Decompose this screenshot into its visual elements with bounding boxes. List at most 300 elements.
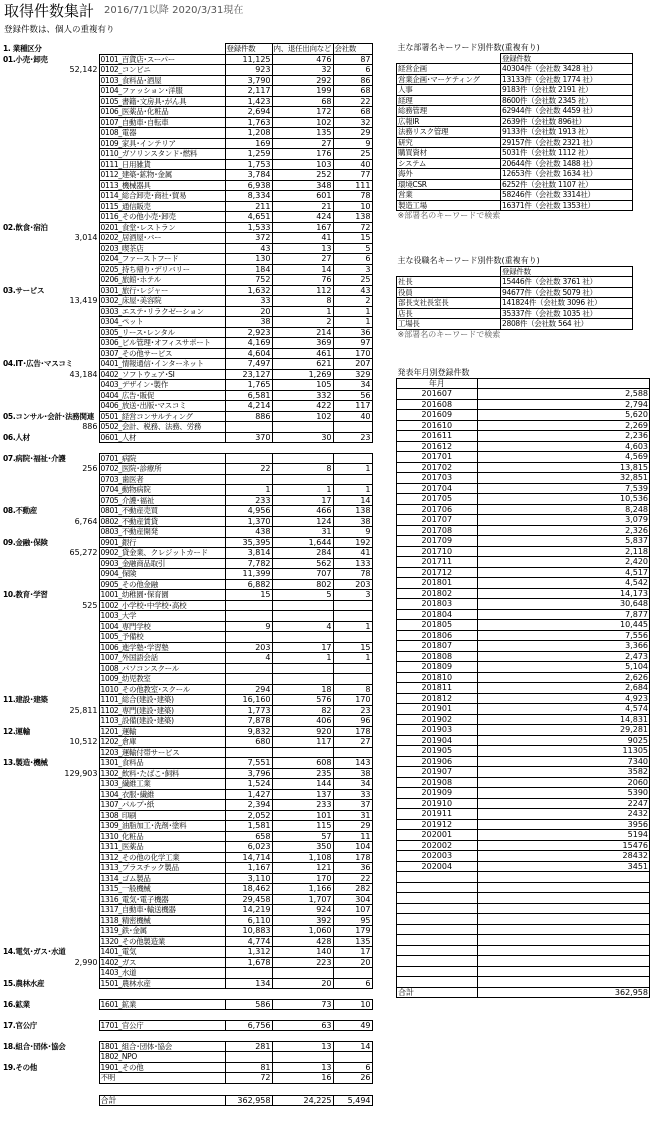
table-row (2, 737, 372, 748)
month-count: 5,620 (477, 410, 649, 421)
count-cell: 438 (225, 527, 272, 538)
company-cell: 22 (333, 96, 372, 107)
retired-cell: 576 (272, 695, 333, 706)
table-row (2, 527, 372, 538)
subcategory-name: 0905_その他金融 (99, 579, 225, 590)
table-row (2, 968, 372, 979)
category-name (2, 789, 99, 800)
table-row (397, 452, 650, 463)
company-cell: 117 (333, 401, 372, 412)
count-cell (225, 632, 272, 643)
month-cell: 201709 (397, 536, 478, 547)
table-row (2, 422, 372, 433)
subcategory-name: 1317_自動車･輸送機器 (99, 905, 225, 916)
company-cell: 9 (333, 527, 372, 538)
table-row (397, 169, 633, 180)
dept-header: 登録件数 (501, 53, 633, 64)
subcategory-name: 0301_旅行･レジャー (99, 285, 225, 296)
table-row (397, 756, 650, 767)
count-cell: 1,167 (225, 863, 272, 874)
subcategory-name: 1316_電気･電子機器 (99, 894, 225, 905)
table-row (2, 1052, 372, 1063)
month-cell: 201904 (397, 735, 478, 746)
industry-table (2, 43, 373, 1106)
category-name (2, 621, 99, 632)
blank-row (397, 935, 650, 946)
table-row (2, 768, 372, 779)
retired-cell: 476 (272, 54, 333, 65)
category-name (2, 128, 99, 139)
retired-cell: 392 (272, 915, 333, 926)
table-row (397, 95, 633, 106)
table-row (2, 159, 372, 170)
company-cell: 1 (333, 464, 372, 475)
retired-cell: 73 (272, 999, 333, 1010)
retired-cell: 21 (272, 201, 333, 212)
keyword-cell: 海外 (397, 169, 501, 180)
category-name: 13.製造･機械 (3, 758, 48, 768)
table-row (2, 884, 372, 895)
table-row (2, 254, 372, 265)
table-row (2, 663, 372, 674)
company-cell: 6 (333, 1062, 372, 1073)
company-cell: 29 (333, 821, 372, 832)
subcategory-name: 0203_喫茶店 (99, 243, 225, 254)
category-name (2, 558, 99, 569)
company-cell: 40 (333, 411, 372, 422)
retired-cell: 17 (272, 495, 333, 506)
spacer-row (2, 1083, 372, 1095)
keyword-cell: 経営企画 (397, 64, 501, 75)
month-cell: 201805 (397, 620, 478, 631)
keyword-count: 29157件（会社数 2321 社） (501, 137, 633, 148)
month-count: 2,420 (477, 557, 649, 568)
month-cell: 201912 (397, 819, 478, 830)
company-cell: 282 (333, 884, 372, 895)
month-cell: 201701 (397, 452, 478, 463)
retired-cell: 57 (272, 831, 333, 842)
empty-cell (225, 1031, 272, 1042)
retired-cell: 1 (272, 306, 333, 317)
period-label: 2016/7/1以降 2020/3/31現在 (104, 5, 244, 16)
empty-cell (2, 1083, 99, 1095)
table-row (397, 525, 650, 536)
category-name (2, 96, 99, 107)
retired-cell: 124 (272, 516, 333, 527)
month-count: 9025 (477, 735, 649, 746)
company-cell: 14 (333, 495, 372, 506)
company-cell: 1 (333, 306, 372, 317)
empty-cell (225, 1010, 272, 1021)
count-cell: 10,883 (225, 926, 272, 937)
table-row (397, 809, 650, 820)
category-name (2, 254, 99, 265)
category-name: 07.病院･福祉･介護 (3, 453, 66, 463)
category-name (2, 317, 99, 328)
category-name: 08.不動産 (3, 506, 37, 516)
retired-cell: 235 (272, 768, 333, 779)
month-count: 2,794 (477, 399, 649, 410)
table-row (2, 327, 372, 338)
month-cell: 201704 (397, 483, 478, 494)
count-cell: 1,312 (225, 947, 272, 958)
company-cell: 72 (333, 222, 372, 233)
monthly-header: 年月 (397, 378, 478, 389)
retired-cell: 621 (272, 359, 333, 370)
count-cell: 4 (225, 653, 272, 664)
subcategory-name: 1008_パソコンスクール (99, 663, 225, 674)
table-row (397, 127, 633, 138)
category-name (2, 264, 99, 275)
retired-cell: 102 (272, 411, 333, 422)
subcategory-name: 1320_その他製造業 (99, 936, 225, 947)
subcategory-name: 不明 (99, 1073, 225, 1084)
category-name (2, 348, 99, 359)
category-name: 04.IT･広告･マスコミ (3, 359, 73, 369)
count-cell: 1,524 (225, 779, 272, 790)
category-total: 43,184 (69, 369, 98, 379)
subcategory-name: 1201_運輸 (99, 726, 225, 737)
blank-row (397, 882, 650, 893)
month-count: 5,837 (477, 536, 649, 547)
retired-cell: 41 (272, 233, 333, 244)
retired-cell: 214 (272, 327, 333, 338)
company-cell: 6 (333, 254, 372, 265)
count-cell: 1,208 (225, 128, 272, 139)
empty-cell (99, 1010, 225, 1021)
count-cell: 7,497 (225, 359, 272, 370)
count-cell: 372 (225, 233, 272, 244)
footnote-text: ※部署名のキーワードで検索 (397, 211, 501, 221)
category-name (2, 495, 99, 506)
table-row (2, 905, 372, 916)
table-row (2, 338, 372, 349)
table-row (2, 831, 372, 842)
retired-cell: 167 (272, 222, 333, 233)
category-name (2, 380, 99, 391)
category-name: 05.コンサル･会計･法務関連 (3, 411, 94, 421)
count-cell: 1,423 (225, 96, 272, 107)
retired-cell: 140 (272, 947, 333, 958)
subcategory-name: 0206_旅館･ホテル (99, 275, 225, 286)
month-cell: 201901 (397, 704, 478, 715)
retired-cell: 144 (272, 779, 333, 790)
category-name (2, 390, 99, 401)
table-row (397, 651, 650, 662)
count-cell: 20 (225, 306, 272, 317)
subcategory-name: 0903_金融商品取引 (99, 558, 225, 569)
empty-cell (333, 1031, 372, 1042)
count-cell (225, 968, 272, 979)
retired-cell (272, 611, 333, 622)
table-row (397, 851, 650, 862)
count-cell: 1,370 (225, 516, 272, 527)
retired-cell: 422 (272, 401, 333, 412)
table-row (2, 999, 372, 1010)
category-total: 10,512 (69, 737, 98, 747)
table-row (2, 117, 372, 128)
count-cell: 203 (225, 642, 272, 653)
table-row (2, 1041, 372, 1052)
header-retired: 内、退任出向など (273, 44, 332, 54)
subcategory-name: 0105_書籍･文房具･がん具 (99, 96, 225, 107)
monthly-total-value: 362,958 (477, 987, 649, 998)
category-total (2, 989, 99, 1000)
table-row (397, 158, 633, 169)
category-name (2, 170, 99, 181)
keyword-count: 2639件（会社数 896社） (501, 116, 633, 127)
subcategory-name: 0404_広告･販促 (99, 390, 225, 401)
company-cell (333, 453, 372, 464)
company-cell: 43 (333, 285, 372, 296)
table-row (2, 800, 372, 811)
subcategory-name: 1501_農林水産 (99, 978, 225, 989)
subcategory-name: 0307_その他サービス (99, 348, 225, 359)
keyword-count: 40304件（会社数 3428 社） (501, 64, 633, 75)
month-count: 4,923 (477, 693, 649, 704)
subcategory-name: 1009_幼児教室 (99, 674, 225, 685)
category-name (2, 107, 99, 118)
table-row (2, 285, 372, 296)
blank-row (397, 956, 650, 967)
company-cell: 1 (333, 317, 372, 328)
table-row (2, 443, 372, 454)
retired-cell: 284 (272, 548, 333, 559)
table-row (2, 894, 372, 905)
subcategory-name: 1006_進学塾･学習塾 (99, 642, 225, 653)
table-row (2, 317, 372, 328)
month-count: 14,173 (477, 588, 649, 599)
empty-cell (477, 966, 649, 977)
month-count: 5,104 (477, 662, 649, 673)
subcategory-name: 0110_ガソリンスタンド･燃料 (99, 149, 225, 160)
month-cell: 201803 (397, 599, 478, 610)
table-row (397, 683, 650, 694)
month-cell: 201610 (397, 420, 478, 431)
company-cell: 40 (333, 159, 372, 170)
count-cell: 1,533 (225, 222, 272, 233)
subcategory-name: 0302_床屋･美容院 (99, 296, 225, 307)
retired-cell (272, 453, 333, 464)
empty-cell (397, 935, 478, 946)
month-count: 2,473 (477, 651, 649, 662)
table-row (2, 558, 372, 569)
category-name: 02.飲食･宿泊 (3, 222, 48, 232)
category-name (2, 306, 99, 317)
month-cell: 201705 (397, 494, 478, 505)
table-row (397, 798, 650, 809)
count-cell: 2,052 (225, 810, 272, 821)
table-row (2, 86, 372, 97)
month-cell: 202002 (397, 840, 478, 851)
category-total: 129,903 (64, 768, 98, 778)
category-name (2, 842, 99, 853)
category-name (2, 338, 99, 349)
subcategory-name: 0304_ペット (99, 317, 225, 328)
empty-cell (397, 893, 478, 904)
month-cell: 201902 (397, 714, 478, 725)
count-cell: 658 (225, 831, 272, 842)
category-name (2, 275, 99, 286)
category-name (2, 968, 99, 979)
table-row (2, 810, 372, 821)
company-cell: 96 (333, 716, 372, 727)
subcategory-name: 0115_通信販売 (99, 201, 225, 212)
retired-cell: 20 (272, 978, 333, 989)
retired-cell: 102 (272, 117, 333, 128)
company-cell: 1 (333, 485, 372, 496)
company-cell: 78 (333, 191, 372, 202)
month-count: 7,877 (477, 609, 649, 620)
dept-caption: 主な部署名キーワード別件数(重複有り) (397, 43, 540, 53)
company-cell: 86 (333, 75, 372, 86)
table-row (2, 401, 372, 412)
month-cell: 201807 (397, 641, 478, 652)
subcategory-name: 1202_倉庫 (99, 737, 225, 748)
company-cell: 33 (333, 789, 372, 800)
month-count: 7,556 (477, 630, 649, 641)
table-row (2, 411, 372, 422)
subcategory-name: 0901_銀行 (99, 537, 225, 548)
company-cell: 87 (333, 54, 372, 65)
retired-cell: 32 (272, 65, 333, 76)
category-name (2, 716, 99, 727)
category-name (2, 863, 99, 874)
month-count: 4,542 (477, 578, 649, 589)
table-row (397, 431, 650, 442)
subcategory-name: 0201_食堂･レストラン (99, 222, 225, 233)
table-row (2, 821, 372, 832)
company-cell: 133 (333, 558, 372, 569)
table-row (2, 600, 372, 611)
company-cell: 10 (333, 201, 372, 212)
empty-cell (397, 872, 478, 883)
count-cell: 7,878 (225, 716, 272, 727)
subcategory-name: 0101_百貨店･スーパー (99, 54, 225, 65)
company-cell: 22 (333, 873, 372, 884)
keyword-count: 5031件（会社数 1112 社） (501, 148, 633, 159)
category-name (2, 485, 99, 496)
retired-cell: 4 (272, 621, 333, 632)
retired-cell: 1,060 (272, 926, 333, 937)
count-cell: 2,394 (225, 800, 272, 811)
retired-cell: 601 (272, 191, 333, 202)
table-row (2, 852, 372, 863)
retired-cell (272, 1052, 333, 1063)
category-name (2, 117, 99, 128)
company-cell: 111 (333, 180, 372, 191)
category-name (2, 159, 99, 170)
table-row (397, 746, 650, 757)
month-count: 4,603 (477, 441, 649, 452)
category-name: 06.人材 (3, 432, 30, 442)
company-cell: 1 (333, 653, 372, 664)
empty-cell (272, 443, 333, 454)
subcategory-name: 1304_衣服･繊維 (99, 789, 225, 800)
category-total (2, 1052, 99, 1063)
blank-row (397, 893, 650, 904)
table-row (397, 85, 633, 96)
category-name (2, 86, 99, 97)
month-count: 28432 (477, 851, 649, 862)
table-row (397, 588, 650, 599)
category-total: 52,142 (69, 65, 98, 75)
month-count: 4,574 (477, 704, 649, 715)
subcategory-name: 1318_精密機械 (99, 915, 225, 926)
month-cell: 201706 (397, 504, 478, 515)
count-cell: 886 (225, 411, 272, 422)
count-cell: 586 (225, 999, 272, 1010)
company-cell: 1 (333, 621, 372, 632)
table-row (2, 978, 372, 989)
blank-row (397, 977, 650, 988)
month-count: 4,517 (477, 567, 649, 578)
subcategory-name: 0904_保険 (99, 569, 225, 580)
empty-cell (333, 1010, 372, 1021)
category-total (2, 1073, 99, 1084)
category-name: 03.サービス (3, 285, 45, 295)
month-count: 14,831 (477, 714, 649, 725)
table-row (397, 277, 633, 288)
count-cell: 11,125 (225, 54, 272, 65)
retired-cell: 802 (272, 579, 333, 590)
month-cell: 201702 (397, 462, 478, 473)
empty-cell (225, 443, 272, 454)
subcategory-name: 0601_人材 (99, 432, 225, 443)
retired-cell (272, 632, 333, 643)
subcategory-name: 1313_プラスチック製品 (99, 863, 225, 874)
category-name (2, 873, 99, 884)
footnote-text: ※部署名のキーワードで検索 (397, 329, 501, 339)
subcategory-name: 0113_機械器具 (99, 180, 225, 191)
category-name (2, 674, 99, 685)
subcategory-name: 0801_不動産売買 (99, 506, 225, 517)
table-row (397, 725, 650, 736)
count-cell: 1,632 (225, 285, 272, 296)
month-count: 2247 (477, 798, 649, 809)
company-cell: 178 (333, 726, 372, 737)
category-name (2, 327, 99, 338)
category-name (2, 474, 99, 485)
company-cell: 10 (333, 999, 372, 1010)
subcategory-name: 0102_コンビニ (99, 65, 225, 76)
retired-cell: 13 (272, 243, 333, 254)
category-name (2, 936, 99, 947)
company-cell (333, 611, 372, 622)
company-cell: 78 (333, 569, 372, 580)
table-row (2, 65, 372, 76)
monthly-total-label: 合計 (397, 987, 478, 998)
count-cell: 6,882 (225, 579, 272, 590)
subcategory-name: 1307_パルプ･紙 (99, 800, 225, 811)
retired-cell: 461 (272, 348, 333, 359)
note-text: 登録件数は、個人の重複有り (4, 25, 115, 35)
company-cell: 31 (333, 810, 372, 821)
month-cell: 201802 (397, 588, 478, 599)
retired-cell: 115 (272, 821, 333, 832)
retired-cell: 199 (272, 86, 333, 97)
month-cell: 201711 (397, 557, 478, 568)
table-row (397, 504, 650, 515)
keyword-count: 9183件（会社数 2191 社） (501, 85, 633, 96)
empty-cell (333, 989, 372, 1000)
company-cell: 97 (333, 338, 372, 349)
subcategory-name: 1315_一般機械 (99, 884, 225, 895)
count-cell: 134 (225, 978, 272, 989)
count-cell: 1 (225, 485, 272, 496)
category-name: 15.農林水産 (3, 978, 45, 988)
table-row (397, 861, 650, 872)
